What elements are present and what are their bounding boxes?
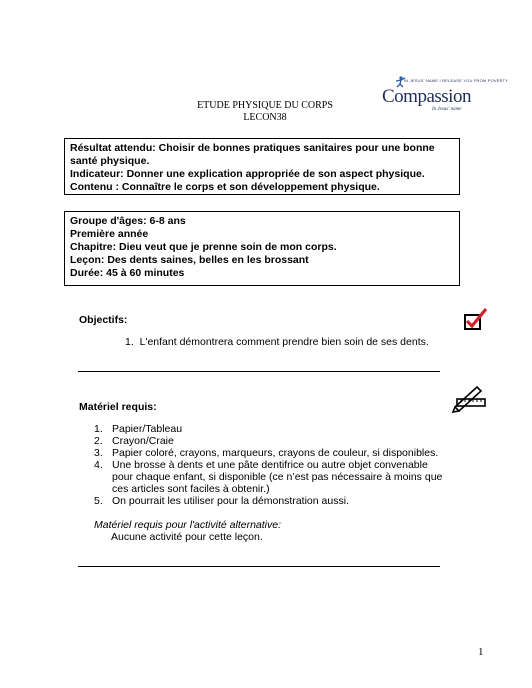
alt-materials-text: Aucune activité pour cette leçon. — [111, 531, 263, 543]
objective-text: L'enfant démontrera comment prendre bien soin de ses dents. — [139, 336, 429, 348]
checkbox-check-icon — [463, 307, 489, 331]
logo-wordmark: Compassion — [382, 86, 471, 107]
materials-heading: Matériel requis: — [79, 401, 157, 413]
item-number: 3. — [94, 447, 103, 459]
item-number: 4. — [94, 459, 103, 471]
document-title: ETUDE PHYSIQUE DU CORPS — [197, 100, 333, 111]
outcome-box — [64, 138, 460, 195]
materials-list — [94, 423, 454, 507]
list-item — [94, 495, 454, 507]
objective-item — [125, 336, 429, 348]
item-text: On pourrait les utiliser pour la démonstration aussi. — [112, 495, 349, 507]
item-number: 1. — [94, 423, 103, 435]
pencil-ruler-icon — [451, 383, 487, 413]
list-item — [94, 459, 454, 495]
item-text-cont: pour chaque enfant, si disponible (ce n’est pas nécessaire à moins que — [112, 471, 443, 483]
age-group: Groupe d'âges: 6-8 ans — [70, 215, 186, 227]
list-item — [94, 447, 454, 459]
divider — [78, 566, 440, 567]
divider — [78, 371, 440, 372]
item-text: Papier/Tableau — [112, 423, 183, 435]
outcome-line: Résultat attendu: Choisir de bonnes pratiques sanitaires pour une bonne — [70, 142, 435, 154]
item-text: Crayon/Craie — [112, 435, 174, 447]
lesson-info-box — [64, 211, 460, 286]
content-line: Contenu : Connaître le corps et son développement physique. — [70, 181, 380, 193]
duration: Durée: 45 à 60 minutes — [70, 267, 185, 279]
outcome-line-cont: santé physique. — [70, 155, 150, 167]
list-item — [94, 435, 454, 447]
item-number: 2. — [94, 435, 103, 447]
lesson-number: LECON38 — [243, 112, 287, 123]
objective-number: 1. — [125, 336, 134, 348]
item-number: 5. — [94, 495, 103, 507]
logo-tagline: IN JESUS' NAME I RELEASE YOU FROM POVERTY — [404, 78, 509, 83]
grade: Première année — [70, 228, 149, 240]
alt-materials-heading: Matériel requis pour l'activité alternative: — [94, 519, 282, 531]
item-text: Papier coloré, crayons, marqueurs, crayons de couleur, si disponibles. — [112, 447, 439, 459]
logo-subtitle: In Jesus' name — [432, 107, 462, 112]
item-text-cont: ces articles sont faciles à obtenir.) — [112, 483, 270, 495]
page-number: 1 — [478, 646, 484, 658]
list-item — [94, 423, 454, 435]
indicator-line: Indicateur: Donner une explication appropriée de son aspect physique. — [70, 168, 425, 180]
compassion-logo — [380, 76, 509, 116]
item-text: Une brosse à dents et une pâte dentifrice ou autre objet convenable — [112, 459, 428, 471]
lesson: Leçon: Des dents saines, belles en les brossant — [70, 254, 309, 266]
chapter: Chapitre: Dieu veut que je prenne soin de mon corps. — [70, 241, 337, 253]
objectives-heading: Objectifs: — [79, 314, 128, 326]
